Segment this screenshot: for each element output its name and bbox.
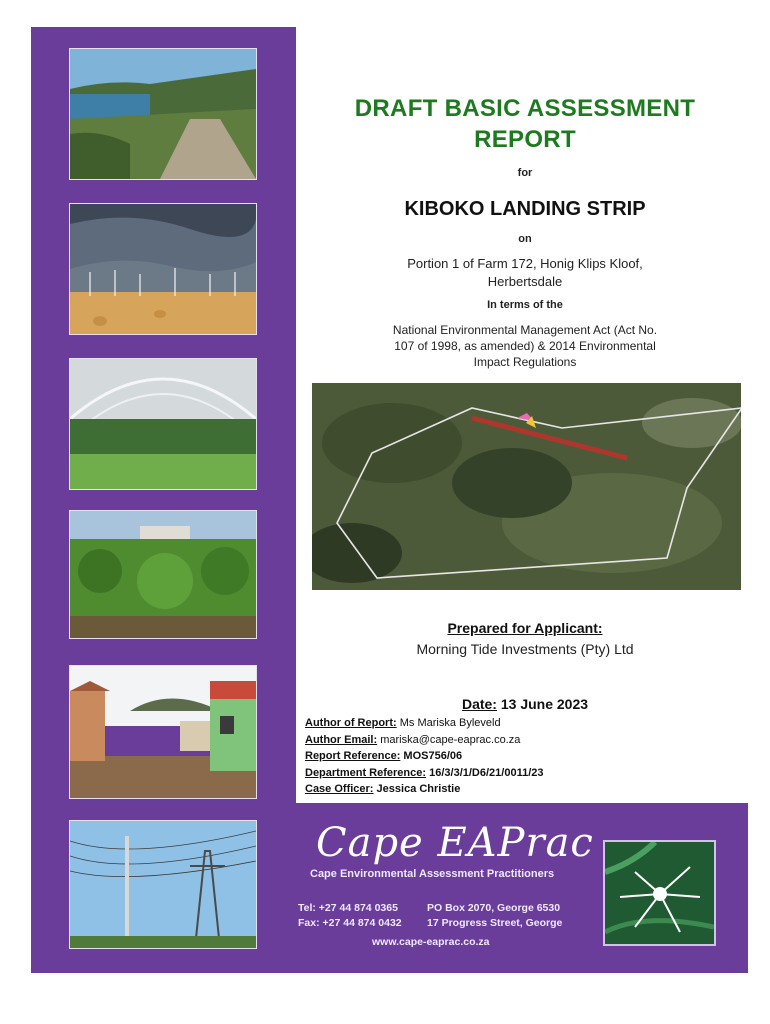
detail-label: Author Email: <box>305 733 378 746</box>
for-label: for <box>517 167 533 179</box>
coastal-path-photo <box>69 48 257 180</box>
project-name: KIBOKO LANDING STRIP <box>404 198 646 220</box>
site-line2: Herbertsdale <box>487 274 563 289</box>
detail-value: MOS756/06 <box>403 750 463 762</box>
detail-value: mariska@cape-eaprac.co.za <box>380 733 521 746</box>
detail-report-ref <box>305 748 544 765</box>
detail-author <box>305 715 544 732</box>
detail-case-officer <box>305 781 544 798</box>
on-label: on <box>518 233 532 245</box>
detail-dept-ref <box>305 765 544 782</box>
detail-email <box>305 732 544 749</box>
vegetation-photo <box>69 510 257 639</box>
detail-label: Author of Report: <box>305 717 397 729</box>
greenhouse-photo <box>69 358 257 490</box>
applicant-name: Morning Tide Investments (Pty) Ltd <box>416 641 634 657</box>
date-value: 13 June 2023 <box>500 696 589 712</box>
housing-photo <box>69 665 257 799</box>
postal-contacts <box>427 901 562 931</box>
applicant-heading: Prepared for Applicant: <box>447 620 603 636</box>
power-lines-photo <box>69 820 257 949</box>
detail-value: Ms Mariska Byleveld <box>399 717 501 729</box>
in-terms-label: In terms of the <box>487 299 563 311</box>
company-logo: Cape EAPrac <box>316 820 594 866</box>
phone-contacts <box>298 901 402 931</box>
detail-value: Jessica Christie <box>376 783 461 795</box>
fax-number: Fax: +27 44 874 0432 <box>298 917 402 929</box>
detail-value: 16/3/3/1/D6/21/0011/23 <box>429 766 544 779</box>
po-box: PO Box 2070, George 6530 <box>427 902 561 914</box>
flower-logo-icon <box>603 840 716 946</box>
report-title-line1: DRAFT BASIC ASSESSMENT <box>354 95 696 122</box>
detail-label: Department Reference: <box>305 766 427 779</box>
report-details <box>305 715 544 798</box>
tel-number: Tel: +27 44 874 0365 <box>298 902 398 914</box>
aerial-site-map <box>312 383 741 590</box>
date-label: Date: <box>461 696 497 712</box>
street-address: 17 Progress Street, George <box>427 917 563 929</box>
act-line3: Impact Regulations <box>473 355 577 369</box>
act-line2: 107 of 1998, as amended) & 2014 Environmental <box>394 339 656 353</box>
date-line <box>300 696 750 712</box>
site-line1: Portion 1 of Farm 172, Honig Klips Kloof, <box>407 256 643 271</box>
website-link[interactable]: www.cape-eaprac.co.za <box>372 936 490 948</box>
company-tagline: Cape Environmental Assessment Practitioners <box>310 868 555 880</box>
detail-label: Case Officer: <box>305 783 374 795</box>
detail-label: Report Reference: <box>305 750 401 762</box>
act-line1: National Environmental Management Act (Act No. <box>392 323 658 337</box>
wind-farm-photo <box>69 203 257 335</box>
report-title-line2: REPORT <box>474 126 576 153</box>
